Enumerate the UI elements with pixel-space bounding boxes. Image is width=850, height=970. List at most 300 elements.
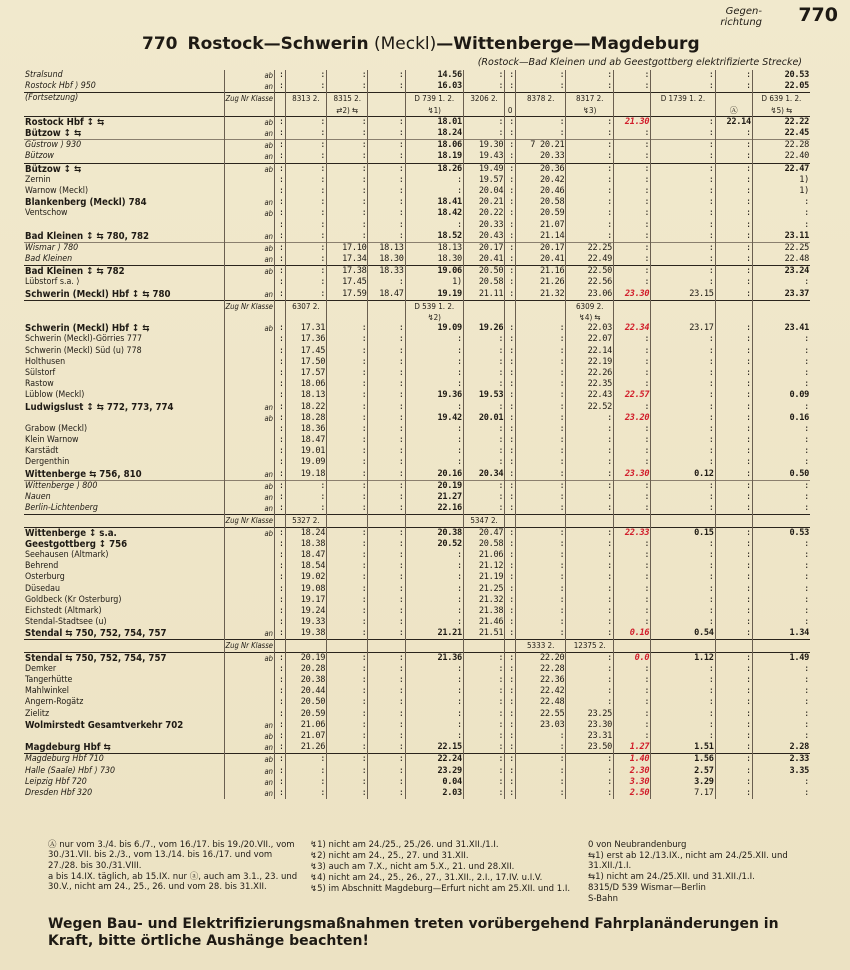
time-cell: :	[275, 583, 286, 594]
time-cell: :	[327, 175, 368, 186]
time-cell: :	[715, 289, 752, 301]
time-cell: :	[327, 379, 368, 390]
time-cell: :	[275, 606, 286, 617]
time-cell: :	[752, 550, 810, 561]
time-cell: :	[505, 539, 516, 550]
time-cell: :	[715, 208, 752, 219]
time-cell: :	[463, 742, 504, 754]
time-cell: :	[752, 583, 810, 594]
arrival-departure-marker: ab	[224, 242, 275, 254]
station-name: Stralsund	[25, 70, 63, 81]
time-cell: :	[715, 492, 752, 503]
time-cell: :	[368, 81, 405, 93]
time-cell: 20.38	[285, 675, 326, 686]
time-cell: :	[505, 765, 516, 776]
station-name: Demker	[25, 663, 57, 674]
time-cell: 1)	[405, 277, 463, 288]
time-cell: :	[368, 116, 405, 128]
train-header-cell: ↯3)	[566, 105, 614, 117]
time-cell: :	[752, 492, 810, 503]
time-cell: :	[327, 435, 368, 446]
time-cell: :	[275, 469, 286, 481]
station-name: Magdeburg Hbf 710	[24, 754, 224, 766]
time-cell: :	[505, 81, 516, 93]
time-cell: 1)	[752, 175, 810, 186]
time-cell: :	[505, 231, 516, 243]
station-name: Schwerin (Meckl) Hbf ↕ ⇆	[25, 323, 150, 335]
time-cell: :	[515, 731, 565, 742]
time-cell: :	[368, 527, 405, 539]
time-cell: :	[327, 231, 368, 243]
time-cell: :	[651, 266, 715, 278]
time-cell: :	[752, 561, 810, 572]
time-cell: :	[505, 254, 516, 266]
time-cell: :	[463, 754, 504, 766]
time-cell: :	[327, 788, 368, 799]
time-cell: :	[275, 197, 286, 208]
time-cell: 23.30	[614, 469, 651, 481]
arrival-departure-marker: ab	[224, 413, 275, 424]
station-name: Düsedau	[25, 583, 60, 594]
arrival-departure-marker: Zug Nr Klasse	[225, 641, 273, 651]
time-cell: :	[275, 334, 286, 345]
arrival-departure-marker	[224, 186, 275, 197]
time-cell: :	[405, 686, 463, 697]
time-cell: 3.30	[614, 777, 651, 788]
train-header-cell	[285, 312, 326, 323]
train-header-cell	[275, 300, 286, 312]
time-cell: :	[566, 186, 614, 197]
timetable-row	[24, 277, 810, 288]
station-name: Schwerin (Meckl) Hbf ↕ ⇆ 780	[25, 288, 171, 300]
time-cell: :	[651, 686, 715, 697]
time-cell: 22.48	[515, 697, 565, 708]
time-cell: 22.24	[405, 754, 463, 766]
time-cell: :	[651, 128, 715, 140]
time-cell: :	[515, 572, 565, 583]
time-cell: :	[505, 527, 516, 539]
time-cell: :	[463, 675, 504, 686]
time-cell: :	[752, 480, 810, 492]
time-cell: :	[275, 457, 286, 468]
footnotes-column-1	[48, 840, 303, 893]
time-cell: 7 20.21	[515, 140, 565, 152]
time-cell: 20.44	[285, 686, 326, 697]
station-name: Warnow (Meckl)	[25, 185, 89, 196]
timetable-row	[24, 480, 810, 492]
arrival-departure-marker: an	[224, 128, 275, 140]
time-cell: :	[614, 595, 651, 606]
time-cell: :	[275, 81, 286, 93]
train-header-cell	[327, 312, 368, 323]
time-cell: :	[715, 539, 752, 550]
time-cell: :	[566, 208, 614, 219]
time-cell: :	[505, 675, 516, 686]
time-cell: :	[285, 503, 326, 515]
station-name: Schwerin (Meckl)-Görries 777	[25, 334, 143, 345]
time-cell: :	[463, 765, 504, 776]
timetable-row	[24, 664, 810, 675]
time-cell: :	[463, 346, 504, 357]
time-cell: :	[715, 323, 752, 334]
time-cell: 18.22	[285, 401, 326, 412]
timetable-row	[24, 765, 810, 776]
time-cell: :	[285, 186, 326, 197]
time-cell: 17.38	[327, 266, 368, 278]
timetable-row	[24, 93, 810, 105]
time-cell: :	[566, 492, 614, 503]
station-name: Karstädt	[25, 446, 59, 457]
train-header-cell	[368, 312, 405, 323]
time-cell: :	[327, 754, 368, 766]
time-cell: :	[275, 742, 286, 754]
station-name: Bad Kleinen ↕ ⇆ 780, 782	[25, 230, 149, 242]
time-cell: :	[614, 457, 651, 468]
arrival-departure-marker: ab	[224, 70, 275, 81]
time-cell: 18.06	[405, 140, 463, 152]
time-cell: 19.42	[405, 413, 463, 424]
time-cell: :	[368, 503, 405, 515]
time-cell: :	[715, 186, 752, 197]
time-cell: :	[405, 550, 463, 561]
time-cell: :	[285, 116, 326, 128]
time-cell: :	[614, 81, 651, 93]
time-cell: 0.15	[651, 527, 715, 539]
time-cell: :	[505, 595, 516, 606]
time-cell: 22.50	[566, 266, 614, 278]
time-cell: :	[715, 277, 752, 288]
timetable-row	[24, 116, 810, 128]
time-cell: 22.03	[566, 323, 614, 334]
time-cell: :	[614, 401, 651, 412]
time-cell: 20.58	[463, 539, 504, 550]
timetable-row	[24, 652, 810, 664]
time-cell: :	[566, 503, 614, 515]
time-cell: :	[566, 446, 614, 457]
train-header-cell	[614, 300, 651, 312]
time-cell: :	[715, 742, 752, 754]
table-number: 770	[142, 34, 178, 54]
station-name: Rostock Hbf ⟩ 950	[25, 81, 96, 92]
time-cell: :	[505, 401, 516, 412]
train-header-cell	[566, 515, 614, 527]
time-cell: 17.36	[285, 334, 326, 345]
train-header-cell	[715, 93, 752, 105]
time-cell: :	[327, 163, 368, 175]
time-cell: :	[368, 561, 405, 572]
time-cell: :	[614, 424, 651, 435]
station-name: Klein Warnow	[25, 435, 79, 446]
time-cell: :	[566, 424, 614, 435]
time-cell: :	[368, 617, 405, 628]
time-cell: :	[327, 686, 368, 697]
time-cell: 18.13	[368, 242, 405, 254]
time-cell: 21.14	[515, 231, 565, 243]
time-cell: 22.25	[752, 242, 810, 254]
time-cell: :	[651, 186, 715, 197]
time-cell: :	[463, 777, 504, 788]
time-cell: :	[368, 457, 405, 468]
arrival-departure-marker: ab	[224, 116, 275, 128]
time-cell: :	[505, 720, 516, 731]
train-header-cell	[752, 515, 810, 527]
time-cell: :	[327, 323, 368, 334]
timetable-row	[24, 572, 810, 583]
time-cell: :	[651, 254, 715, 266]
time-cell: 1.56	[651, 754, 715, 766]
time-cell: :	[614, 197, 651, 208]
time-cell: :	[515, 70, 565, 81]
time-cell: 20.19	[405, 480, 463, 492]
time-cell: :	[614, 175, 651, 186]
time-cell: :	[505, 116, 516, 128]
time-cell: :	[405, 401, 463, 412]
time-cell: :	[505, 446, 516, 457]
time-cell: :	[505, 788, 516, 799]
time-cell: :	[327, 480, 368, 492]
time-cell: :	[614, 675, 651, 686]
time-cell: :	[566, 163, 614, 175]
time-cell: :	[715, 617, 752, 628]
time-cell: :	[505, 617, 516, 628]
station-name: Dergenthin	[25, 457, 70, 468]
train-header-cell: 0	[505, 105, 516, 117]
time-cell: :	[505, 368, 516, 379]
time-cell: :	[651, 231, 715, 243]
time-cell: :	[275, 289, 286, 301]
time-cell: 17.34	[327, 254, 368, 266]
time-cell: :	[368, 186, 405, 197]
time-cell: :	[651, 720, 715, 731]
time-cell: :	[275, 151, 286, 163]
time-cell: 23.29	[405, 765, 463, 776]
time-cell: :	[715, 709, 752, 720]
time-cell: :	[505, 289, 516, 301]
time-cell: :	[566, 435, 614, 446]
time-cell: :	[368, 595, 405, 606]
time-cell: :	[405, 709, 463, 720]
time-cell: 19.30	[463, 140, 504, 152]
time-cell: :	[275, 435, 286, 446]
time-cell: 18.52	[405, 231, 463, 243]
time-cell: :	[505, 357, 516, 368]
time-cell: :	[327, 413, 368, 424]
time-cell: :	[566, 231, 614, 243]
time-cell: :	[515, 503, 565, 515]
title-part-2: (Meckl)	[368, 34, 437, 54]
time-cell: :	[651, 219, 715, 230]
station-name: Ventschow	[25, 208, 68, 219]
arrival-departure-marker: ab	[224, 480, 275, 492]
time-cell: :	[614, 208, 651, 219]
station-name	[24, 413, 224, 424]
time-cell: :	[327, 357, 368, 368]
time-cell: :	[275, 357, 286, 368]
time-cell: 22.49	[566, 254, 614, 266]
time-cell: :	[566, 754, 614, 766]
timetable-row	[24, 300, 810, 312]
time-cell: :	[405, 186, 463, 197]
time-cell: :	[368, 492, 405, 503]
timetable-row	[24, 675, 810, 686]
time-cell: 19.09	[405, 323, 463, 334]
time-cell: 22.33	[614, 527, 651, 539]
time-cell: 19.49	[463, 163, 504, 175]
time-cell: :	[405, 664, 463, 675]
train-header-cell: D 1739 1. 2.	[651, 93, 715, 105]
time-cell: :	[405, 697, 463, 708]
time-cell: :	[715, 765, 752, 776]
time-cell: 2.33	[752, 754, 810, 766]
time-cell: :	[715, 652, 752, 664]
time-cell: 21.06	[463, 550, 504, 561]
time-cell: :	[614, 664, 651, 675]
train-header-cell	[405, 640, 463, 652]
train-header-cell: 8315 2.	[327, 93, 368, 105]
station-name: Nauen	[25, 492, 51, 503]
arrival-departure-marker	[224, 595, 275, 606]
timetable-row	[24, 788, 810, 799]
time-cell: 22.16	[405, 503, 463, 515]
timetable-row	[24, 515, 810, 527]
train-header-cell: D 739 1. 2.	[405, 93, 463, 105]
time-cell: 18.41	[405, 197, 463, 208]
arrival-departure-marker: an	[224, 777, 275, 788]
time-cell: :	[515, 346, 565, 357]
time-cell: :	[715, 457, 752, 468]
time-cell: :	[275, 424, 286, 435]
time-cell: 18.19	[405, 151, 463, 163]
arrival-departure-marker	[224, 390, 275, 401]
time-cell: 22.48	[752, 254, 810, 266]
station-name: Berlin-Lichtenberg	[25, 503, 98, 514]
time-cell: :	[505, 572, 516, 583]
train-header-cell	[515, 300, 565, 312]
time-cell: :	[327, 742, 368, 754]
time-cell: :	[752, 720, 810, 731]
train-header-cell: D 539 1. 2.	[405, 300, 463, 312]
train-header-cell	[368, 300, 405, 312]
time-cell: 23.31	[566, 731, 614, 742]
time-cell: :	[275, 277, 286, 288]
arrival-departure-marker: an	[224, 469, 275, 481]
arrival-departure-marker: an	[224, 742, 275, 754]
arrival-departure-marker: ab	[224, 527, 275, 539]
arrival-departure-marker: ab	[224, 731, 275, 742]
time-cell: :	[566, 81, 614, 93]
time-cell: :	[463, 401, 504, 412]
time-cell: 20.36	[515, 163, 565, 175]
station-name: Holthusen	[25, 356, 66, 367]
time-cell: :	[715, 151, 752, 163]
station-name	[24, 640, 224, 652]
station-name: Tangerhütte	[25, 675, 73, 686]
time-cell: :	[368, 323, 405, 334]
time-cell: :	[651, 116, 715, 128]
time-cell: :	[463, 334, 504, 345]
time-cell: :	[515, 469, 565, 481]
timetable-row	[24, 175, 810, 186]
time-cell: 20.52	[405, 539, 463, 550]
station-name: Behrend	[25, 561, 59, 572]
arrival-departure-marker: ab	[224, 754, 275, 766]
time-cell: :	[368, 379, 405, 390]
time-cell: :	[515, 754, 565, 766]
time-cell: :	[463, 128, 504, 140]
time-cell: :	[566, 561, 614, 572]
time-cell: :	[566, 480, 614, 492]
station-name: Rastow	[25, 379, 54, 390]
time-cell: :	[505, 561, 516, 572]
time-cell: :	[651, 675, 715, 686]
time-cell: :	[715, 254, 752, 266]
time-cell: :	[275, 390, 286, 401]
time-cell: :	[752, 457, 810, 468]
time-cell: 0.16	[614, 628, 651, 640]
time-cell: :	[368, 788, 405, 799]
time-cell: :	[651, 379, 715, 390]
arrival-departure-marker: ab	[224, 652, 275, 664]
arrival-departure-marker: an	[224, 81, 275, 93]
timetable-row	[24, 606, 810, 617]
time-cell: :	[505, 175, 516, 186]
train-header-cell	[275, 640, 286, 652]
time-cell: :	[651, 731, 715, 742]
time-cell: :	[715, 561, 752, 572]
station-name	[24, 105, 224, 117]
time-cell: :	[752, 709, 810, 720]
timetable-row	[24, 323, 810, 334]
time-cell: :	[275, 219, 286, 230]
time-cell: :	[651, 208, 715, 219]
station-name	[24, 219, 224, 230]
time-cell: :	[566, 539, 614, 550]
time-cell: 19.43	[463, 151, 504, 163]
time-cell: 17.50	[285, 357, 326, 368]
time-cell: 20.50	[285, 697, 326, 708]
timetable-row	[24, 413, 810, 424]
time-cell: 17.10	[327, 242, 368, 254]
time-cell: :	[614, 572, 651, 583]
timetable-row	[24, 595, 810, 606]
time-cell: :	[715, 446, 752, 457]
timetable-row	[24, 151, 810, 163]
time-cell: 22.25	[566, 242, 614, 254]
timetable-row	[24, 254, 810, 266]
station-name: Wittenberge ⇆ 756, 810	[25, 468, 142, 480]
time-cell: :	[715, 70, 752, 81]
time-cell: :	[505, 731, 516, 742]
time-cell: :	[275, 413, 286, 424]
time-cell: 18.28	[285, 413, 326, 424]
time-cell: :	[566, 664, 614, 675]
time-cell: :	[614, 617, 651, 628]
time-cell: 22.28	[752, 140, 810, 152]
time-cell: :	[651, 617, 715, 628]
arrival-departure-marker: an	[224, 765, 275, 776]
station-name: Zielitz	[25, 708, 50, 719]
train-header-cell: 6309 2.	[566, 300, 614, 312]
time-cell: :	[614, 606, 651, 617]
time-cell: :	[651, 334, 715, 345]
time-cell: :	[505, 346, 516, 357]
time-cell: 18.30	[405, 254, 463, 266]
time-cell: :	[752, 788, 810, 799]
footnote: S-Bahn	[588, 894, 618, 905]
time-cell: :	[715, 583, 752, 594]
time-cell: :	[368, 208, 405, 219]
time-cell: 0.16	[752, 413, 810, 424]
